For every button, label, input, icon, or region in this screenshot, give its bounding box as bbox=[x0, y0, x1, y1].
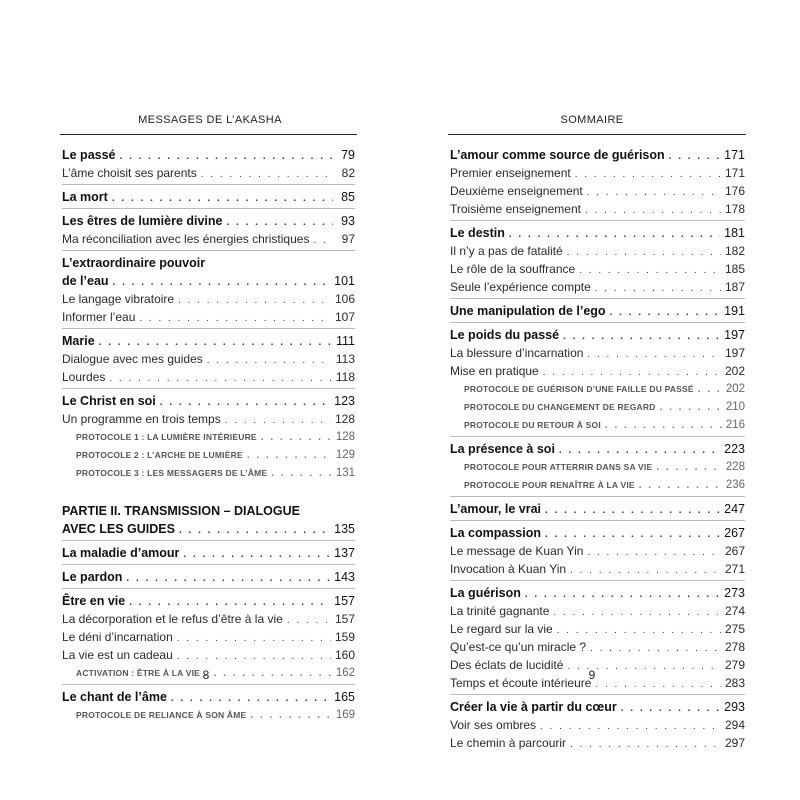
toc-page-number: 182 bbox=[724, 244, 745, 258]
toc-entry-label: PROTOCOLE 1 : LA LUMIÈRE INTÉRIEURE bbox=[76, 432, 257, 442]
toc-entry bbox=[450, 416, 745, 434]
toc-entry bbox=[450, 716, 745, 734]
leader-dots bbox=[639, 477, 722, 495]
section-divider bbox=[62, 498, 355, 499]
section-divider bbox=[62, 388, 355, 389]
toc-page-number: 129 bbox=[335, 449, 355, 461]
toc-entry bbox=[62, 164, 355, 182]
leader-dots bbox=[207, 352, 332, 370]
toc-entry bbox=[450, 500, 745, 518]
leader-dots bbox=[553, 604, 721, 622]
toc-page-number: 171 bbox=[724, 166, 745, 180]
toc-entry-label: Le destin bbox=[450, 226, 505, 240]
toc-entry bbox=[450, 326, 745, 344]
toc-entry-label: La décorporation et le refus d’être à la vie bbox=[62, 612, 283, 626]
toc-entry bbox=[450, 560, 745, 578]
toc-page-number: 228 bbox=[725, 461, 745, 473]
toc-entry bbox=[450, 698, 745, 716]
leader-dots bbox=[698, 381, 722, 399]
toc-entry-label: Le chant de l’âme bbox=[62, 690, 167, 704]
toc-page-number: 176 bbox=[724, 184, 745, 198]
toc-page-number: 113 bbox=[335, 352, 355, 366]
leader-dots bbox=[540, 718, 721, 736]
toc-entry-label: Invocation à Kuan Yin bbox=[450, 562, 567, 576]
toc-page-number: 187 bbox=[724, 280, 745, 294]
toc-entry-label: Le rôle de la souffrance bbox=[450, 262, 576, 276]
toc-entry-label: PROTOCOLE POUR RENAÎTRE À LA VIE bbox=[464, 480, 635, 490]
toc-entry bbox=[62, 230, 355, 248]
toc-entry bbox=[62, 544, 355, 562]
toc-entry-label: Dialogue avec mes guides bbox=[62, 352, 203, 366]
toc-entry bbox=[62, 610, 355, 628]
toc-entry bbox=[62, 332, 355, 350]
table-of-contents bbox=[450, 146, 745, 752]
toc-entry-label: Une manipulation de l’ego bbox=[450, 304, 606, 318]
toc-entry-label: Il n’y a pas de fatalité bbox=[450, 244, 563, 258]
right-page bbox=[400, 0, 800, 800]
section-divider bbox=[450, 694, 745, 695]
running-head: SOMMAIRE bbox=[560, 114, 624, 126]
toc-entry bbox=[450, 620, 745, 638]
leader-dots bbox=[201, 166, 333, 184]
toc-page-number: 202 bbox=[724, 364, 745, 378]
toc-entry bbox=[62, 520, 355, 538]
toc-page-number: 278 bbox=[724, 640, 745, 654]
toc-page-number: 131 bbox=[335, 467, 355, 479]
toc-page-number: 165 bbox=[334, 690, 355, 704]
section-divider bbox=[62, 208, 355, 209]
toc-entry-label: La présence à soi bbox=[450, 442, 555, 456]
section-divider bbox=[450, 580, 745, 581]
toc-entry bbox=[450, 200, 745, 218]
leader-dots bbox=[313, 232, 333, 250]
toc-entry-label: PROTOCOLE 2 : L’ARCHE DE LUMIÈRE bbox=[76, 450, 243, 460]
toc-entry bbox=[450, 584, 745, 602]
toc-entry bbox=[450, 476, 745, 494]
leader-dots bbox=[247, 447, 332, 465]
toc-page-number: 293 bbox=[724, 700, 745, 714]
toc-entry bbox=[62, 188, 355, 206]
toc-page-number: 275 bbox=[724, 622, 745, 636]
leader-dots bbox=[567, 244, 721, 262]
toc-entry-label: de l’eau bbox=[62, 274, 109, 288]
toc-entry-label: ACTIVATION : ÊTRE À LA VIE bbox=[76, 668, 201, 678]
toc-page-number: 181 bbox=[724, 226, 745, 240]
page-number: 8 bbox=[202, 668, 210, 682]
toc-entry-label: L’amour, le vrai bbox=[450, 502, 542, 516]
toc-entry bbox=[450, 440, 745, 458]
leader-dots bbox=[109, 370, 331, 388]
toc-page-number: 273 bbox=[724, 586, 745, 600]
toc-entry-label: Le chemin à parcourir bbox=[450, 736, 567, 750]
toc-entry bbox=[62, 688, 355, 706]
toc-entry-label: Le Christ en soi bbox=[62, 394, 156, 408]
section-divider bbox=[62, 328, 355, 329]
toc-entry bbox=[62, 428, 355, 446]
toc-page-number: 118 bbox=[335, 370, 355, 384]
toc-entry-label: Informer l’eau bbox=[62, 310, 136, 324]
toc-entry-label: La blessure d’incarnation bbox=[450, 346, 584, 360]
toc-entry-label: PROTOCOLE 3 : LES MESSAGERS DE L’ÂME bbox=[76, 468, 268, 478]
toc-page-number: 197 bbox=[724, 346, 745, 360]
toc-entry bbox=[450, 146, 745, 164]
toc-page-number: 202 bbox=[725, 383, 745, 395]
toc-entry-label: Les êtres de lumière divine bbox=[62, 214, 223, 228]
toc-page-number: 128 bbox=[335, 431, 355, 443]
toc-page-number: 137 bbox=[334, 546, 355, 560]
running-head: MESSAGES DE L’AKASHA bbox=[138, 114, 282, 126]
leader-dots bbox=[261, 429, 332, 447]
toc-heading-line bbox=[62, 502, 355, 520]
leader-dots bbox=[621, 700, 720, 718]
leader-dots bbox=[183, 546, 330, 564]
toc-entry-label: PROTOCOLE DU CHANGEMENT DE REGARD bbox=[464, 402, 656, 412]
leader-dots bbox=[575, 166, 721, 184]
toc-page-number: 294 bbox=[724, 718, 745, 732]
toc-entry-label: AVEC LES GUIDES bbox=[62, 522, 175, 536]
toc-entry-label: La maladie d’amour bbox=[62, 546, 180, 560]
toc-entry-label: Premier enseignement bbox=[450, 166, 571, 180]
toc-entry-label: La trinité gagnante bbox=[450, 604, 550, 618]
toc-entry-label: L’extraordinaire pouvoir bbox=[62, 256, 206, 270]
toc-entry bbox=[62, 146, 355, 164]
toc-page-number: 274 bbox=[724, 604, 745, 618]
section-divider bbox=[62, 540, 355, 541]
leader-dots bbox=[525, 586, 720, 604]
leader-dots bbox=[587, 184, 721, 202]
toc-page-number: 297 bbox=[724, 736, 745, 750]
toc-entry-label: PARTIE II. TRANSMISSION – DIALOGUE bbox=[62, 504, 300, 518]
toc-page-number: 128 bbox=[334, 412, 355, 426]
toc-entry-label: PROTOCOLE DE RELIANCE À SON ÂME bbox=[76, 710, 247, 720]
section-divider bbox=[450, 298, 745, 299]
toc-entry-label: Le langage vibratoire bbox=[62, 292, 175, 306]
toc-entry bbox=[62, 628, 355, 646]
toc-entry-label: Lourdes bbox=[62, 370, 106, 384]
toc-entry bbox=[62, 706, 355, 724]
toc-entry bbox=[450, 380, 745, 398]
toc-page-number: 107 bbox=[334, 310, 355, 324]
leader-dots bbox=[177, 630, 331, 648]
toc-page-number: 135 bbox=[334, 522, 355, 536]
toc-page-number: 160 bbox=[334, 648, 355, 662]
section-divider bbox=[450, 220, 745, 221]
toc-entry-label: Voir ses ombres bbox=[450, 718, 537, 732]
toc-entry-label: La mort bbox=[62, 190, 108, 204]
toc-entry-label: La compassion bbox=[450, 526, 541, 540]
leader-dots bbox=[590, 640, 721, 658]
toc-entry bbox=[62, 368, 355, 386]
toc-entry-label: Être en vie bbox=[62, 594, 126, 608]
toc-entry bbox=[450, 164, 745, 182]
toc-page-number: 210 bbox=[725, 401, 745, 413]
leader-dots bbox=[656, 459, 721, 477]
toc-page-number: 247 bbox=[724, 502, 745, 516]
toc-page-number: 185 bbox=[724, 262, 745, 276]
header-rule bbox=[60, 134, 357, 135]
toc-page-number: 157 bbox=[334, 612, 355, 626]
toc-entry-label: Qu’est-ce qu’un miracle ? bbox=[450, 640, 587, 654]
toc-entry bbox=[450, 278, 745, 296]
leader-dots bbox=[669, 148, 720, 166]
leader-dots bbox=[660, 399, 722, 417]
toc-entry-label: Seule l’expérience compte bbox=[450, 280, 591, 294]
toc-page-number: 169 bbox=[335, 709, 355, 721]
leader-dots bbox=[179, 522, 330, 540]
leader-dots bbox=[287, 612, 331, 630]
toc-entry-label: Le passé bbox=[62, 148, 116, 162]
toc-page-number: 197 bbox=[724, 328, 745, 342]
toc-page-number: 267 bbox=[724, 526, 745, 540]
toc-entry bbox=[450, 542, 745, 560]
toc-entry-label: PROTOCOLE DE GUÉRISON D’UNE FAILLE DU PASSÉ bbox=[464, 384, 694, 394]
toc-page-number: 111 bbox=[335, 334, 355, 348]
toc-entry-label: Troisième enseignement bbox=[450, 202, 581, 216]
leader-dots bbox=[139, 310, 331, 328]
toc-entry-label: Créer la vie à partir du cœur bbox=[450, 700, 617, 714]
leader-dots bbox=[605, 417, 722, 435]
toc-entry-label: Mise en pratique bbox=[450, 364, 539, 378]
toc-entry-label: Un programme en trois temps bbox=[62, 412, 221, 426]
leader-dots bbox=[126, 570, 330, 588]
section-divider bbox=[62, 564, 355, 565]
section-divider bbox=[62, 184, 355, 185]
leader-dots bbox=[610, 304, 721, 322]
toc-entry bbox=[62, 212, 355, 230]
toc-entry-label: Des éclats de lucidité bbox=[450, 658, 564, 672]
toc-entry-label: Le pardon bbox=[62, 570, 123, 584]
toc-entry-label: L’amour comme source de guérison bbox=[450, 148, 665, 162]
header-rule bbox=[448, 134, 746, 135]
toc-page-number: 162 bbox=[335, 667, 355, 679]
leader-dots bbox=[587, 346, 721, 364]
toc-entry bbox=[62, 410, 355, 428]
toc-entry bbox=[450, 602, 745, 620]
leader-dots bbox=[595, 280, 721, 298]
section-divider bbox=[450, 496, 745, 497]
leader-dots bbox=[178, 292, 331, 310]
leader-dots bbox=[545, 502, 720, 520]
section-divider bbox=[62, 588, 355, 589]
toc-entry bbox=[450, 260, 745, 278]
toc-entry bbox=[62, 392, 355, 410]
leader-dots bbox=[570, 736, 721, 754]
toc-entry bbox=[450, 524, 745, 542]
toc-entry-label: Le message de Kuan Yin bbox=[450, 544, 584, 558]
toc-entry bbox=[450, 182, 745, 200]
toc-page-number: 271 bbox=[724, 562, 745, 576]
section-divider bbox=[450, 322, 745, 323]
toc-entry-label: Le poids du passé bbox=[450, 328, 560, 342]
toc-entry-label: PROTOCOLE POUR ATTERRIR DANS SA VIE bbox=[464, 462, 653, 472]
toc-page-number: 191 bbox=[724, 304, 745, 318]
toc-entry bbox=[450, 734, 745, 752]
toc-entry-label: Ma réconciliation avec les énergies christiques bbox=[62, 232, 310, 246]
leader-dots bbox=[250, 707, 331, 725]
toc-heading-line bbox=[62, 254, 355, 272]
toc-entry bbox=[62, 464, 355, 482]
toc-page-number: 267 bbox=[724, 544, 745, 558]
leader-dots bbox=[579, 262, 721, 280]
section-divider bbox=[62, 250, 355, 251]
leader-dots bbox=[271, 465, 332, 483]
toc-page-number: 85 bbox=[341, 190, 355, 204]
toc-page-number: 279 bbox=[724, 658, 745, 672]
toc-entry bbox=[450, 242, 745, 260]
toc-entry-label: Le regard sur la vie bbox=[450, 622, 553, 636]
toc-page-number: 159 bbox=[334, 630, 355, 644]
toc-entry bbox=[62, 290, 355, 308]
toc-page-number: 79 bbox=[341, 148, 355, 162]
leader-dots bbox=[112, 190, 333, 208]
toc-page-number: 178 bbox=[724, 202, 745, 216]
toc-entry bbox=[62, 446, 355, 464]
toc-entry bbox=[62, 592, 355, 610]
toc-entry bbox=[450, 638, 745, 656]
toc-page-number: 283 bbox=[724, 676, 745, 690]
toc-entry-label: Marie bbox=[62, 334, 95, 348]
toc-page-number: 101 bbox=[334, 274, 355, 288]
toc-entry bbox=[62, 350, 355, 368]
toc-entry-label: La guérison bbox=[450, 586, 521, 600]
section-divider bbox=[450, 520, 745, 521]
leader-dots bbox=[587, 544, 721, 562]
toc-page-number: 157 bbox=[334, 594, 355, 608]
toc-page-number: 106 bbox=[334, 292, 355, 306]
toc-page-number: 97 bbox=[341, 232, 355, 246]
toc-page-number: 236 bbox=[725, 479, 745, 491]
toc-page-number: 93 bbox=[341, 214, 355, 228]
toc-page-number: 223 bbox=[724, 442, 745, 456]
toc-page-number: 171 bbox=[724, 148, 745, 162]
toc-entry-label: La vie est un cadeau bbox=[62, 648, 173, 662]
leader-dots bbox=[570, 562, 721, 580]
toc-entry bbox=[62, 646, 355, 664]
toc-entry bbox=[62, 272, 355, 290]
leader-dots bbox=[563, 328, 720, 346]
section-divider bbox=[450, 436, 745, 437]
toc-entry bbox=[62, 568, 355, 586]
toc-entry-label: Temps et écoute intérieure bbox=[450, 676, 592, 690]
toc-page-number: 216 bbox=[725, 419, 745, 431]
toc-page-number: 123 bbox=[334, 394, 355, 408]
toc-entry-label: L’âme choisit ses parents bbox=[62, 166, 197, 180]
leader-dots bbox=[585, 202, 721, 220]
toc-entry-label: PROTOCOLE DU RETOUR À SOI bbox=[464, 420, 601, 430]
section-divider bbox=[62, 684, 355, 685]
toc-entry bbox=[450, 302, 745, 320]
toc-entry bbox=[450, 398, 745, 416]
toc-entry bbox=[62, 308, 355, 326]
toc-page-number: 82 bbox=[341, 166, 355, 180]
toc-entry-label: Le déni d’incarnation bbox=[62, 630, 173, 644]
toc-entry-label: Deuxième enseignement bbox=[450, 184, 583, 198]
toc-entry bbox=[450, 344, 745, 362]
toc-entry bbox=[450, 362, 745, 380]
toc-entry bbox=[450, 458, 745, 476]
page-number: 9 bbox=[588, 668, 596, 682]
toc-entry bbox=[450, 224, 745, 242]
table-of-contents bbox=[62, 146, 355, 724]
toc-page-number: 143 bbox=[334, 570, 355, 584]
